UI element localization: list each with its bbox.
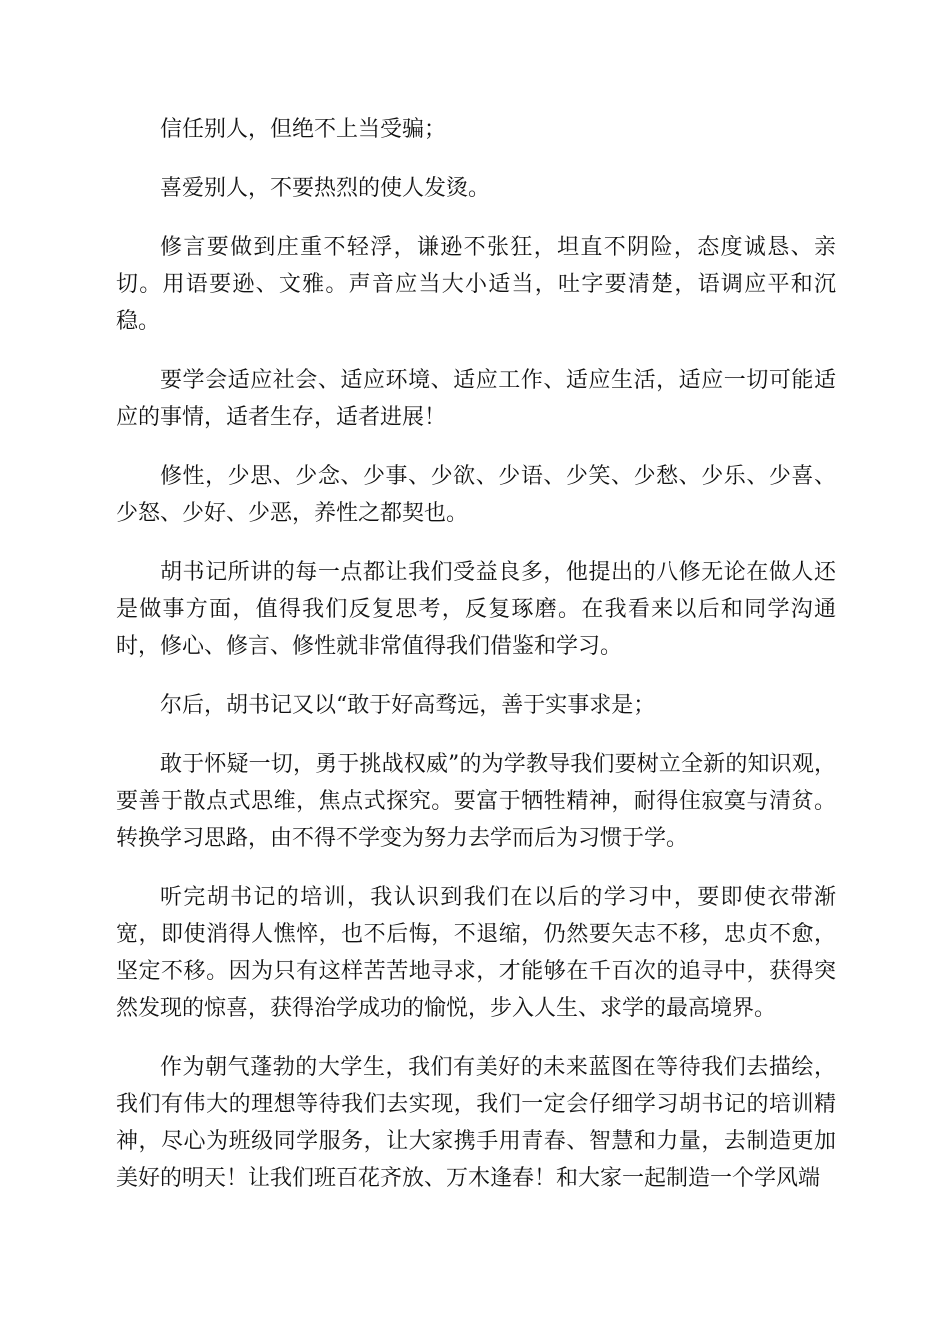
paragraph-10: 作为朝气蓬勃的大学生，我们有美好的未来蓝图在等待我们去描绘，我们有伟大的理想等待我们去实现，我们一定会仔细学习胡书记的培训精神，尽心为班级同学服务，让大家携手用青春、智慧和力量，去制造更加美好的明天！让我们班百花齐放、万木逢春！和大家一起制造一个学风端	[116, 1055, 836, 1191]
paragraph-3: 修言要做到庄重不轻浮，谦逊不张狂，坦直不阴险，态度诚恳、亲切。用语要逊、文雅。声音应当大小适当，吐字要清楚，语调应平和沉稳。	[116, 235, 836, 334]
paragraph-5: 修性，少思、少念、少事、少欲、少语、少笑、少愁、少乐、少喜、少怒、少好、少恶，养性之都契也。	[116, 464, 836, 526]
paragraph-6: 胡书记所讲的每一点都让我们受益良多，他提出的八修无论在做人还是做事方面，值得我们反复思考，反复琢磨。在我看来以后和同学沟通时，修心、修言、修性就非常值得我们借鉴和学习。	[116, 560, 836, 659]
paragraph-8: 敢于怀疑一切，勇于挑战权威”的为学教导我们要树立全新的知识观，要善于散点式思维，焦点式探究。要富于牺牲精神，耐得住寂寞与清贫。转换学习思路，由不得不学变为努力去学而后为习惯于学。	[116, 752, 836, 851]
paragraph-7: 尔后，胡书记又以“敢于好高骛远，善于实事求是；	[160, 693, 656, 718]
document-page	[116, 111, 836, 1219]
paragraph-1: 信任别人，但绝不上当受骗；	[160, 117, 447, 142]
paragraph-2: 喜爱别人，不要热烈的使人发烫。	[160, 176, 491, 201]
paragraph-9: 听完胡书记的培训，我认识到我们在以后的学习中，要即使衣带渐宽，即使消得人憔悴，也不后悔，不退缩，仍然要矢志不移，忠贞不愈，坚定不移。因为只有这样苦苦地寻求，才能够在千百次的追寻中，获得突然发现的惊喜，获得治学成功的愉悦，步入人生、求学的最高境界。	[116, 885, 836, 1021]
paragraph-4: 要学会适应社会、适应环境、适应工作、适应生活，适应一切可能适应的事情，适者生存，适者进展！	[116, 368, 836, 430]
